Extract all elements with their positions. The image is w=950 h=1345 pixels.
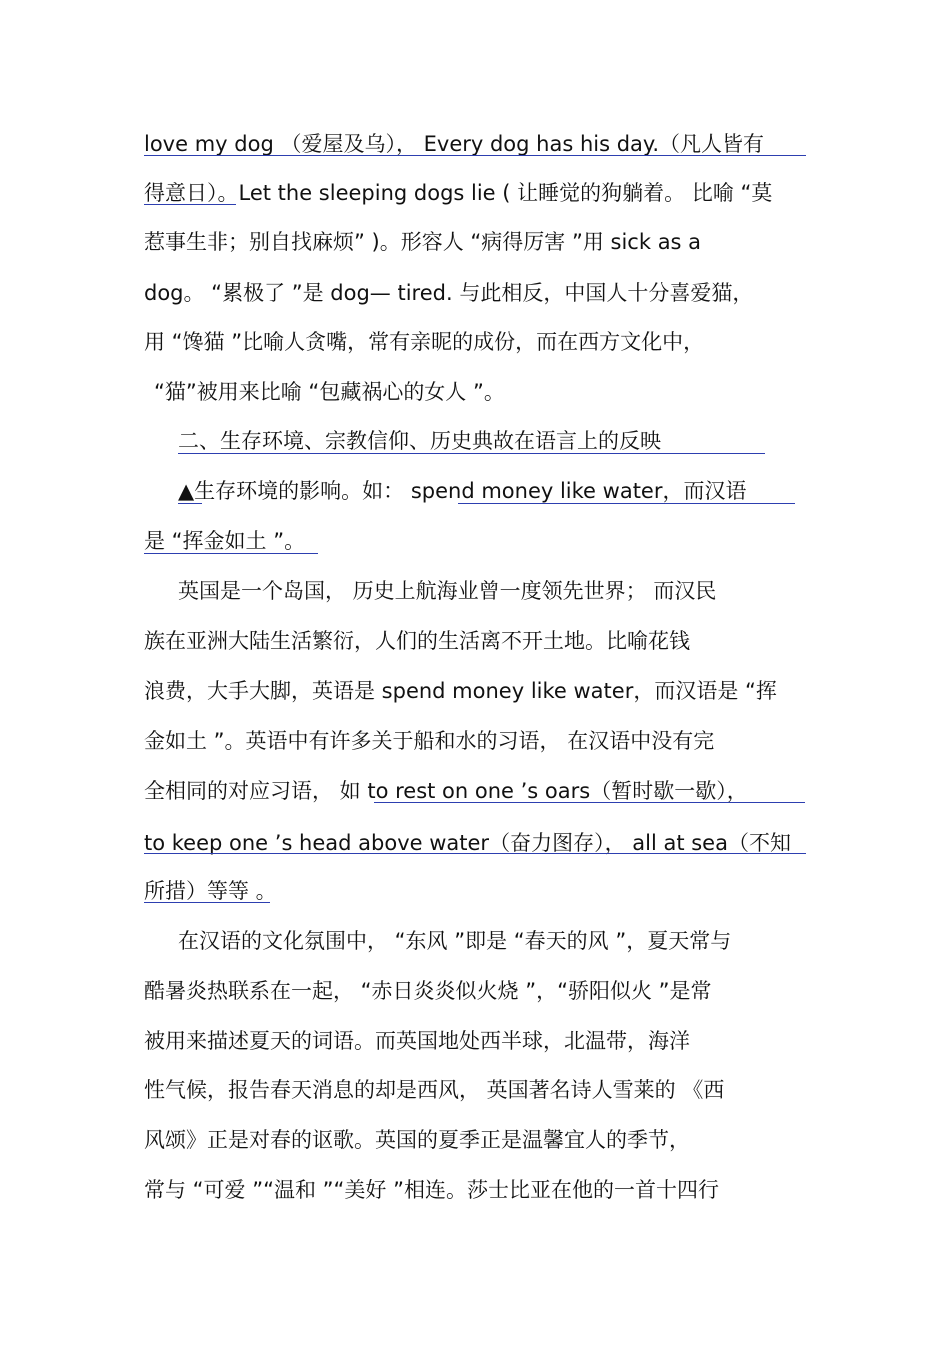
text-line-12: 浪费，大手大脚，英语是 spend money like water，而汉语是 “挥 xyxy=(144,679,777,703)
text-line-20: 性气候，报告春天消息的却是西风， 英国著名诗人雪莱的 《西 xyxy=(144,1078,725,1102)
text-line-6: “猫”被用来比喻 “包藏祸心的女人 ”。 xyxy=(154,380,505,404)
text-line-2: 得意日）。Let the sleeping dogs lie ( 让睡觉的狗躺着。 比喻 “莫 xyxy=(144,181,773,205)
text-line-22: 常与 “可爱 ”“温和 ”“美好 ”相连。莎士比亚在他的一首十四行 xyxy=(144,1178,719,1202)
text-line-4: dog。 “累极了 ”是 dog— tired. 与此相反，中国人十分喜爱猫， xyxy=(144,281,754,305)
underline xyxy=(144,204,236,205)
text-line-1: love my dog （爱屋及乌）， Every dog has his day.（凡人皆有 xyxy=(144,132,765,156)
underline xyxy=(144,902,270,903)
text-line-8: ▲生存环境的影响。如： spend money like water，而汉语 xyxy=(178,479,747,503)
underline xyxy=(178,503,202,504)
underline xyxy=(144,853,806,854)
underline xyxy=(374,802,805,803)
text-line-19: 被用来描述夏天的词语。而英国地处西半球，北温带，海洋 xyxy=(144,1029,690,1053)
text-line-18: 酷暑炎热联系在一起， “赤日炎炎似火烧 ”，“骄阳似火 ”是常 xyxy=(144,979,712,1003)
underline xyxy=(178,453,765,454)
section-heading: 二、生存环境、宗教信仰、历史典故在语言上的反映 xyxy=(178,429,661,453)
text-line-15: to keep one ’s head above water（奋力图存）， all at sea（不知 xyxy=(144,831,791,855)
text-line-13: 金如土 ”。英语中有许多关于船和水的习语， 在汉语中没有完 xyxy=(144,729,715,753)
text-line-21: 风颂》正是对春的讴歌。英国的夏季正是温馨宜人的季节， xyxy=(144,1128,690,1152)
text-line-17: 在汉语的文化氛围中， “东风 ”即是 “春天的风 ”，夏天常与 xyxy=(178,929,732,953)
text-line-11: 族在亚洲大陆生活繁衍，人们的生活离不开土地。比喻花钱 xyxy=(144,629,690,653)
text-line-9: 是 “挥金如土 ”。 xyxy=(144,529,306,553)
underline xyxy=(144,155,806,156)
text-line-16: 所措）等等 。 xyxy=(144,879,277,903)
text-line-14: 全相同的对应习语， 如 to rest on one ’s oars（暂时歇一歇）， xyxy=(144,779,748,803)
text-line-5: 用 “馋猫 ”比喻人贪嘴，常有亲昵的成份，而在西方文化中， xyxy=(144,330,705,354)
text-line-10: 英国是一个岛国， 历史上航海业曾一度领先世界； 而汉民 xyxy=(178,579,717,603)
underline xyxy=(458,503,795,504)
text-line-3: 惹事生非；别自找麻烦” )。形容人 “病得厉害 ”用 sick as a xyxy=(144,230,702,254)
underline xyxy=(144,553,318,554)
